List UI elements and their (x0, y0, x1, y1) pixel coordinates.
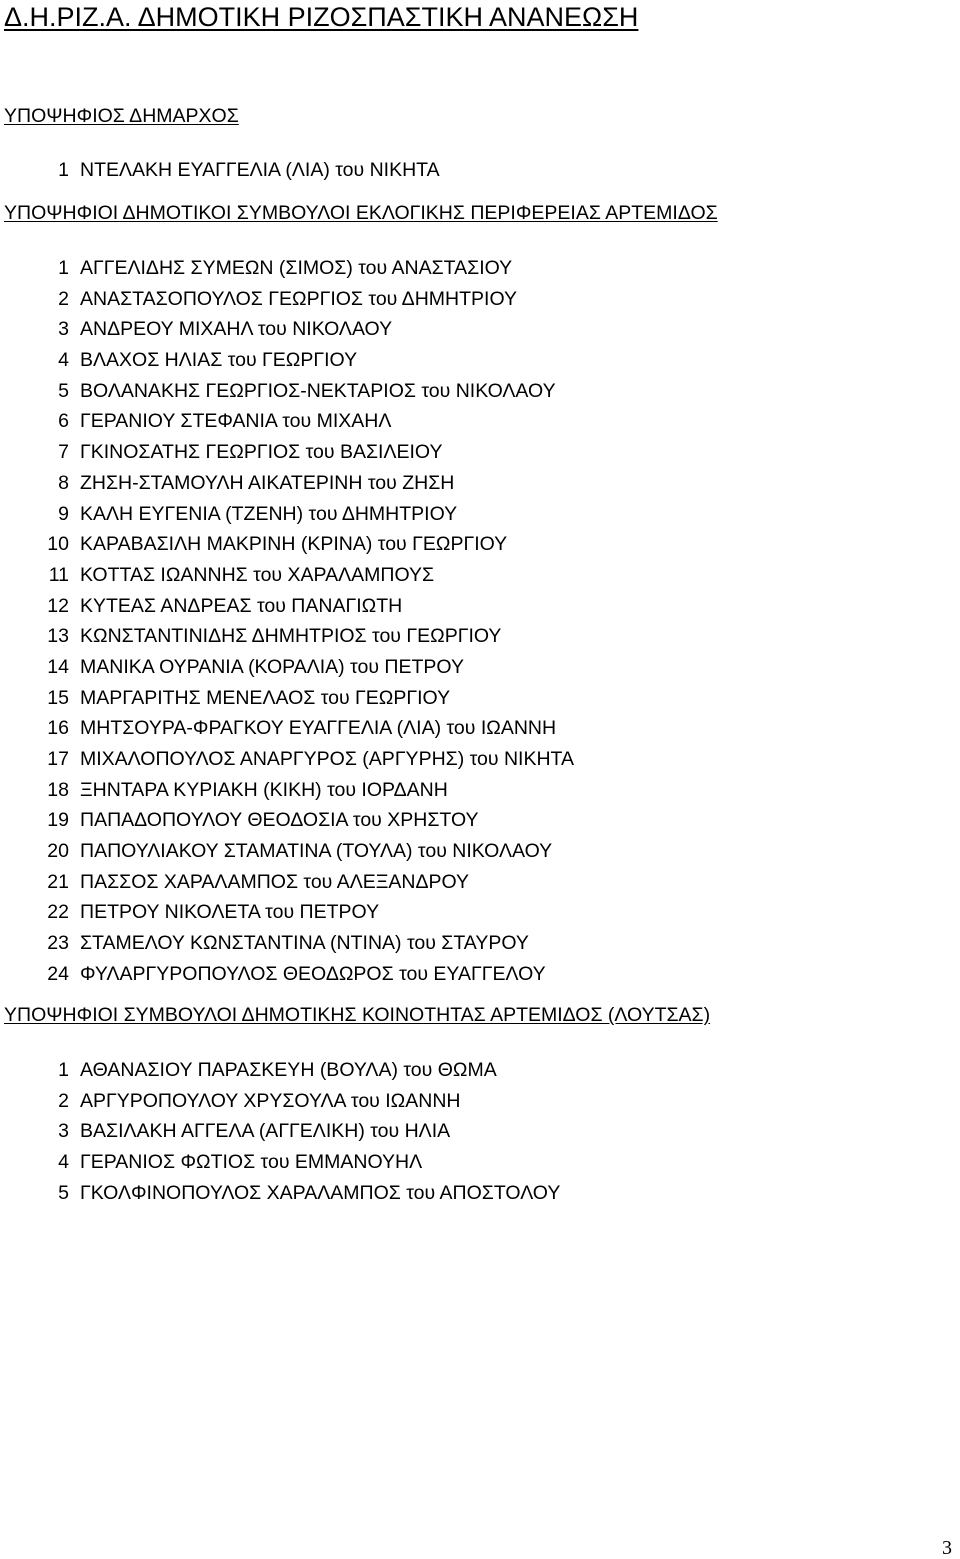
candidate-name: ΖΗΣΗ-ΣΤΑΜΟΥΛΗ ΑΙΚΑΤΕΡΙΝΗ του ΖΗΣΗ (80, 471, 455, 494)
candidate-name: ΚΑΡΑΒΑΣΙΛΗ ΜΑΚΡΙΝΗ (ΚΡΙΝΑ) του ΓΕΩΡΓΙΟΥ (80, 533, 508, 556)
mayor-section-heading: ΥΠΟΨΗΦΙΟΣ ΔΗΜΑΡΧΟΣ (4, 105, 239, 127)
candidate-number: 1 (58, 159, 69, 181)
candidate-name: ΞΗΝΤΑΡΑ ΚΥΡΙΑΚΗ (ΚΙΚΗ) του ΙΟΡΔΑΝΗ (80, 778, 448, 801)
candidate-number: 17 (47, 748, 69, 770)
candidate-name: ΜΑΝΙΚΑ ΟΥΡΑΝΙΑ (ΚΟΡΑΛΙΑ) του ΠΕΤΡΟΥ (80, 655, 464, 678)
page-number: 3 (942, 1537, 952, 1559)
candidate-name: ΒΟΛΑΝΑΚΗΣ ΓΕΩΡΓΙΟΣ-ΝΕΚΤΑΡΙΟΣ του ΝΙΚΟΛΑΟΥ (80, 379, 556, 402)
candidate-name: ΚΑΛΗ ΕΥΓΕΝΙΑ (ΤΖΕΝΗ) του ΔΗΜΗΤΡΙΟΥ (80, 502, 458, 525)
candidate-name: ΑΝΑΣΤΑΣΟΠΟΥΛΟΣ ΓΕΩΡΓΙΟΣ του ΔΗΜΗΤΡΙΟΥ (80, 287, 517, 310)
candidate-number: 13 (47, 625, 69, 648)
candidate-number: 3 (58, 1120, 69, 1143)
candidate-name: ΝΤΕΛΑΚΗ ΕΥΑΓΓΕΛΙΑ (ΛΙΑ) του ΝΙΚΗΤΑ (80, 159, 440, 181)
candidate-name: ΑΘΑΝΑΣΙΟΥ ΠΑΡΑΣΚΕΥΗ (ΒΟΥΛΑ) του ΘΩΜΑ (80, 1059, 497, 1081)
candidate-name: ΑΓΓΕΛΙΔΗΣ ΣΥΜΕΩΝ (ΣΙΜΟΣ) του ΑΝΑΣΤΑΣΙΟΥ (80, 257, 513, 279)
candidate-name: ΜΙΧΑΛΟΠΟΥΛΟΣ ΑΝΑΡΓΥΡΟΣ (ΑΡΓΥΡΗΣ) του ΝΙΚΗΤΑ (80, 748, 575, 770)
candidate-number: 14 (47, 655, 69, 678)
candidate-name: ΜΑΡΓΑΡΙΤΗΣ ΜΕΝΕΛΑΟΣ του ΓΕΩΡΓΙΟΥ (80, 686, 451, 709)
candidate-name: ΑΝΔΡΕΟΥ ΜΙΧΑΗΛ του ΝΙΚΟΛΑΟΥ (80, 318, 393, 341)
candidate-number: 12 (47, 594, 69, 617)
candidate-number: 15 (47, 686, 69, 709)
candidate-name: ΜΗΤΣΟΥΡΑ-ΦΡΑΓΚΟΥ ΕΥΑΓΓΕΛΙΑ (ΛΙΑ) του ΙΩΑΝΝΗ (80, 717, 557, 740)
candidate-name: ΓΕΡΑΝΙΟΣ ΦΩΤΙΟΣ του ΕΜΜΑΝΟΥΗΛ (80, 1151, 423, 1174)
candidate-name: ΓΚΟΛΦΙΝΟΠΟΥΛΟΣ ΧΑΡΑΛΑΜΠΟΣ του ΑΠΟΣΤΟΛΟΥ (80, 1181, 561, 1204)
candidate-name: ΒΑΣΙΛΑΚΗ ΑΓΓΕΛΑ (ΑΓΓΕΛΙΚΗ) του ΗΛΙΑ (80, 1120, 451, 1143)
candidate-number: 24 (47, 962, 69, 985)
candidate-name: ΠΕΤΡΟΥ ΝΙΚΟΛΕΤΑ του ΠΕΤΡΟΥ (80, 901, 380, 924)
council-section-heading: ΥΠΟΨΗΦΙΟΙ ΔΗΜΟΤΙΚΟΙ ΣΥΜΒΟΥΛΟΙ ΕΚΛΟΓΙΚΗΣ ΠΕΡΙΦΕΡΕΙΑΣ ΑΡΤΕΜΙΔΟΣ (4, 202, 718, 224)
candidate-number: 3 (58, 318, 69, 341)
candidate-number: 5 (58, 1181, 69, 1204)
candidate-name: ΑΡΓΥΡΟΠΟΥΛΟΥ ΧΡΥΣΟΥΛΑ του ΙΩΑΝΝΗ (80, 1089, 461, 1112)
candidate-name: ΓΕΡΑΝΙΟΥ ΣΤΕΦΑΝΙΑ του ΜΙΧΑΗΛ (80, 410, 392, 433)
candidate-name: ΠΑΣΣΟΣ ΧΑΡΑΛΑΜΠΟΣ του ΑΛΕΞΑΝΔΡΟΥ (80, 870, 470, 893)
candidate-number: 1 (58, 1059, 69, 1081)
candidate-number: 11 (48, 563, 69, 586)
candidate-number: 4 (58, 1151, 69, 1174)
candidate-name: ΠΑΠΟΥΛΙΑΚΟΥ ΣΤΑΜΑΤΙΝΑ (ΤΟΥΛΑ) του ΝΙΚΟΛΑΟΥ (80, 840, 553, 863)
candidate-number: 2 (58, 1089, 69, 1112)
candidate-number: 4 (58, 349, 69, 372)
candidate-number: 7 (58, 441, 69, 464)
candidate-name: ΓΚΙΝΟΣΑΤΗΣ ΓΕΩΡΓΙΟΣ του ΒΑΣΙΛΕΙΟΥ (80, 441, 443, 464)
candidate-name: ΠΑΠΑΔΟΠΟΥΛΟΥ ΘΕΟΔΟΣΙΑ του ΧΡΗΣΤΟΥ (80, 809, 479, 832)
candidate-number: 10 (47, 533, 69, 556)
candidate-number: 23 (47, 932, 69, 955)
candidate-number: 22 (47, 901, 69, 924)
candidate-number: 20 (47, 840, 69, 863)
candidate-number: 21 (47, 870, 69, 893)
candidate-name: ΒΛΑΧΟΣ ΗΛΙΑΣ του ΓΕΩΡΓΙΟΥ (80, 349, 358, 372)
candidate-number: 18 (47, 778, 69, 801)
candidate-number: 9 (58, 502, 69, 525)
candidate-name: ΚΥΤΕΑΣ ΑΝΔΡΕΑΣ του ΠΑΝΑΓΙΩΤΗ (80, 594, 403, 617)
candidate-number: 6 (58, 410, 69, 433)
candidate-number: 2 (58, 287, 69, 310)
document-title: Δ.Η.ΡΙΖ.Α. ΔΗΜΟΤΙΚΗ ΡΙΖΟΣΠΑΣΤΙΚΗ ΑΝΑΝΕΩΣΗ (4, 2, 639, 32)
candidate-name: ΚΟΤΤΑΣ ΙΩΑΝΝΗΣ του ΧΑΡΑΛΑΜΠΟΥΣ (80, 563, 435, 586)
candidate-name: ΣΤΑΜΕΛΟΥ ΚΩΝΣΤΑΝΤΙΝΑ (ΝΤΙΝΑ) του ΣΤΑΥΡΟΥ (80, 932, 529, 955)
candidate-name: ΚΩΝΣΤΑΝΤΙΝΙΔΗΣ ΔΗΜΗΤΡΙΟΣ του ΓΕΩΡΓΙΟΥ (80, 625, 502, 648)
candidate-name: ΦΥΛΑΡΓΥΡΟΠΟΥΛΟΣ ΘΕΟΔΩΡΟΣ του ΕΥΑΓΓΕΛΟΥ (80, 962, 546, 985)
candidate-number: 5 (58, 379, 69, 402)
community-section-heading: ΥΠΟΨΗΦΙΟΙ ΣΥΜΒΟΥΛΟΙ ΔΗΜΟΤΙΚΗΣ ΚΟΙΝΟΤΗΤΑΣ ΑΡΤΕΜΙΔΟΣ (ΛΟΥΤΣΑΣ) (4, 1004, 711, 1026)
candidate-number: 19 (47, 809, 69, 832)
candidate-number: 8 (58, 471, 69, 494)
candidate-number: 1 (58, 257, 69, 279)
candidate-number: 16 (47, 717, 69, 740)
